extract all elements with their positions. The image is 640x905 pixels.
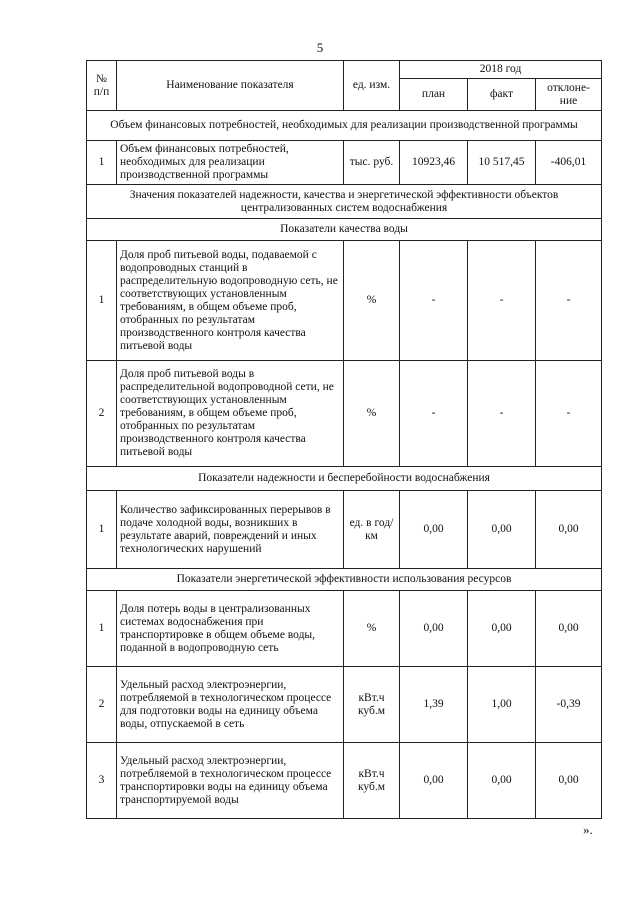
table-row	[87, 361, 602, 467]
row-name: Доля потерь воды в централизованных системах водоснабжения при транспортировке в общем объеме воды, поданной в водопроводную сеть	[117, 591, 344, 667]
row-name: Доля проб питьевой воды в распределительной водопроводной сети, не соответствующих установленным требованиям, в общем объеме проб, отобранных по результатам производственного контроля качества питьевой воды	[117, 361, 344, 467]
section-row	[87, 111, 602, 141]
row-plan: 1,39	[400, 667, 468, 743]
header-unit: ед. изм.	[344, 61, 400, 111]
table-row	[87, 141, 602, 185]
row-plan: 10923,46	[400, 141, 468, 185]
row-unit: кВт.ч куб.м	[344, 743, 400, 819]
row-name: Доля проб питьевой воды, подаваемой с водопроводных станций в распределительную водопроводную сеть, не соответствующих установленным требованиям, в общем объеме проб, отобранных по результатам производственного контроля качества питьевой воды	[117, 241, 344, 361]
row-plan: -	[400, 361, 468, 467]
row-unit: %	[344, 591, 400, 667]
row-fact: 0,00	[468, 491, 536, 569]
header-number: № п/п	[87, 61, 117, 111]
indicators-table	[86, 60, 602, 819]
table-row	[87, 491, 602, 569]
row-deviation: -	[536, 241, 602, 361]
section-title: Показатели энергетической эффективности использования ресурсов	[87, 569, 602, 591]
table-row	[87, 743, 602, 819]
row-fact: 1,00	[468, 667, 536, 743]
header-name: Наименование показателя	[117, 61, 344, 111]
row-deviation: -	[536, 361, 602, 467]
row-unit: кВт.ч куб.м	[344, 667, 400, 743]
row-number: 1	[87, 141, 117, 185]
section-row	[87, 569, 602, 591]
table-row	[87, 667, 602, 743]
row-deviation: -406,01	[536, 141, 602, 185]
row-plan: 0,00	[400, 491, 468, 569]
header-plan: план	[400, 79, 468, 111]
row-fact: 10 517,45	[468, 141, 536, 185]
row-unit: %	[344, 241, 400, 361]
section-row	[87, 467, 602, 491]
row-name: Удельный расход электроэнергии, потребляемой в технологическом процессе транспортировки воды на единицу объема транспортируемой воды	[117, 743, 344, 819]
section-row	[87, 219, 602, 241]
section-title: Объем финансовых потребностей, необходимых для реализации производственной программы	[87, 111, 602, 141]
header-fact: факт	[468, 79, 536, 111]
row-deviation: -0,39	[536, 667, 602, 743]
row-number: 1	[87, 591, 117, 667]
row-plan: -	[400, 241, 468, 361]
section-title: Показатели качества воды	[87, 219, 602, 241]
row-unit: ед. в год/ км	[344, 491, 400, 569]
row-name: Удельный расход электроэнергии, потребляемой в технологическом процессе для подготовки воды на единицу объема воды, отпускаемой в сеть	[117, 667, 344, 743]
row-number: 3	[87, 743, 117, 819]
row-fact: -	[468, 361, 536, 467]
row-fact: -	[468, 241, 536, 361]
table-row	[87, 241, 602, 361]
section-title: Показатели надежности и бесперебойности водоснабжения	[87, 467, 602, 491]
row-name: Объем финансовых потребностей, необходимых для реализации производственной программы	[117, 141, 344, 185]
row-plan: 0,00	[400, 591, 468, 667]
row-deviation: 0,00	[536, 591, 602, 667]
section-title: Значения показателей надежности, качества и энергетической эффективности объектов централизованных систем водоснабжения	[87, 185, 602, 219]
row-number: 2	[87, 361, 117, 467]
page-number: 5	[316, 40, 324, 55]
header-year: 2018 год	[400, 61, 602, 79]
row-unit: тыс. руб.	[344, 141, 400, 185]
row-name: Количество зафиксированных перерывов в подаче холодной воды, возникших в результате аварий, повреждений и иных технологических нарушений	[117, 491, 344, 569]
row-number: 1	[87, 241, 117, 361]
row-plan: 0,00	[400, 743, 468, 819]
row-fact: 0,00	[468, 591, 536, 667]
section-row	[87, 185, 602, 219]
closing-quote-mark: ».	[583, 822, 593, 837]
header-deviation: отклоне-ние	[536, 79, 602, 111]
row-deviation: 0,00	[536, 743, 602, 819]
row-number: 1	[87, 491, 117, 569]
row-number: 2	[87, 667, 117, 743]
row-fact: 0,00	[468, 743, 536, 819]
row-deviation: 0,00	[536, 491, 602, 569]
row-unit: %	[344, 361, 400, 467]
table-row	[87, 591, 602, 667]
